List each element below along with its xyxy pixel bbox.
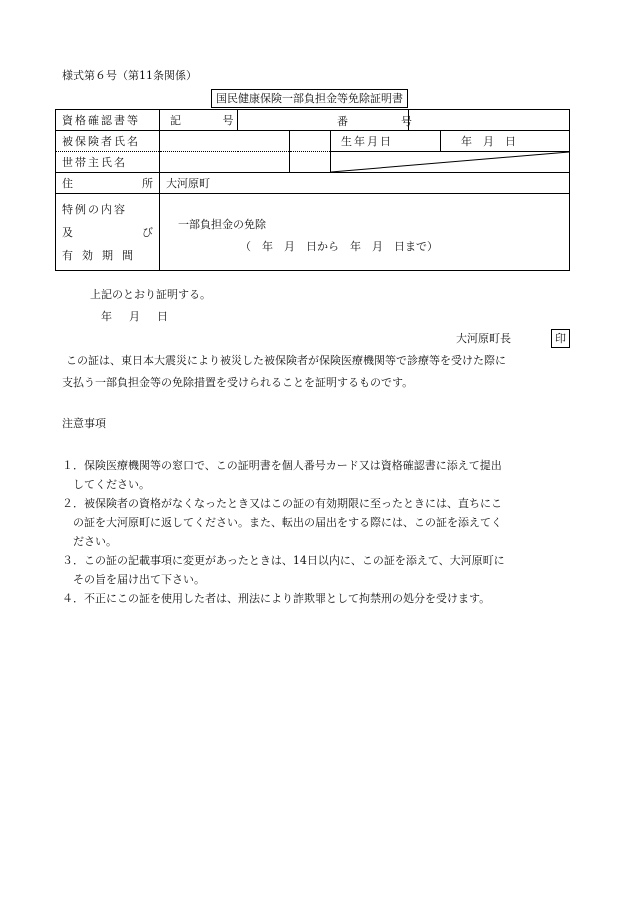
value-cell xyxy=(290,152,331,173)
label-cell xyxy=(56,194,160,271)
value-cell xyxy=(160,110,238,131)
note-line: その旨を届け出て下さい。 xyxy=(62,573,205,586)
label-cell xyxy=(56,110,160,131)
table-row xyxy=(56,194,570,271)
notes-heading: 注意事項 xyxy=(62,417,106,430)
value-cell xyxy=(337,110,570,131)
ban-label: 番 xyxy=(337,115,349,128)
label-address-a: 住 xyxy=(62,177,73,190)
note-line: ださい。 xyxy=(62,535,117,548)
notes-list xyxy=(62,456,505,608)
valid-period-text: （ 年 月 日から 年 月 日まで） xyxy=(240,240,438,253)
note-line: ４．不正にこの証を使用した者は、刑法により詐欺罪として拘禁刑の処分を受けます。 xyxy=(62,592,491,605)
label-insured-name: 被保険者氏名 xyxy=(56,131,160,152)
note-line: ３．この証の記載事項に変更があったときは、14日以内に、この証を添えて、大河原町に xyxy=(62,554,505,567)
document-title: 国民健康保険一部負担金等免除証明書 xyxy=(211,89,408,108)
form-number: 様式第６号（第11条関係） xyxy=(62,69,197,82)
label-cell xyxy=(56,173,160,194)
label-special-content: 特例の内容 xyxy=(62,202,127,216)
issuer: 大河原町長 xyxy=(456,332,511,345)
label-head-of-household: 世帯主氏名 xyxy=(56,152,160,173)
table-row xyxy=(56,110,570,131)
diagonal-line xyxy=(331,152,569,173)
body-text-line-1: この証は、東日本大震災により被災した被保険者が保険医療機関等で診療等を受けた際に xyxy=(66,354,506,367)
label-address-b: 所 xyxy=(142,177,153,190)
certify-text: 上記のとおり証明する。 xyxy=(90,288,211,301)
certificate-table xyxy=(55,109,570,271)
go-label-2: 号 xyxy=(401,115,413,128)
note-line: ２．被保険者の資格がなくなったとき又はこの証の有効期限に至ったときには、直ちにこ xyxy=(62,497,502,510)
ki-label: 記 xyxy=(170,114,181,127)
value-cell xyxy=(160,152,290,173)
label-and-b: び xyxy=(142,225,153,239)
address-value: 大河原町 xyxy=(160,173,570,194)
diagonal-cell xyxy=(331,152,570,173)
value-cell xyxy=(238,110,409,131)
go-label: 号 xyxy=(222,114,234,127)
note-line: の証を大河原町に返してください。また、転出の届出をする際には、この証を添えてく xyxy=(62,516,502,529)
label-birth-date: 生年月日 xyxy=(331,131,441,152)
value-cell xyxy=(160,194,570,271)
note-line: １．保険医療機関等の窓口で、この証明書を個人番号カード又は資格確認書に添えて提出 xyxy=(62,459,502,472)
table-row xyxy=(56,152,570,173)
exemption-text: 一部負担金の免除 xyxy=(178,218,266,231)
birth-date-value: 年 月 日 xyxy=(441,131,570,152)
date-blank: 年 月 日 xyxy=(101,310,171,323)
seal-box: 印 xyxy=(551,329,570,348)
note-line: してください。 xyxy=(62,478,150,491)
table-row xyxy=(56,131,570,152)
label-valid-period: 有効期間 xyxy=(62,248,142,262)
value-cell xyxy=(290,131,331,152)
label-and-a: 及 xyxy=(62,225,73,239)
table-row xyxy=(56,173,570,194)
label-qualification-certificate: 資格確認書等 xyxy=(62,114,140,127)
value-cell xyxy=(160,131,290,152)
body-text-line-2: 支払う一部負担金等の免除措置を受けられることを証明するものです。 xyxy=(62,376,414,389)
